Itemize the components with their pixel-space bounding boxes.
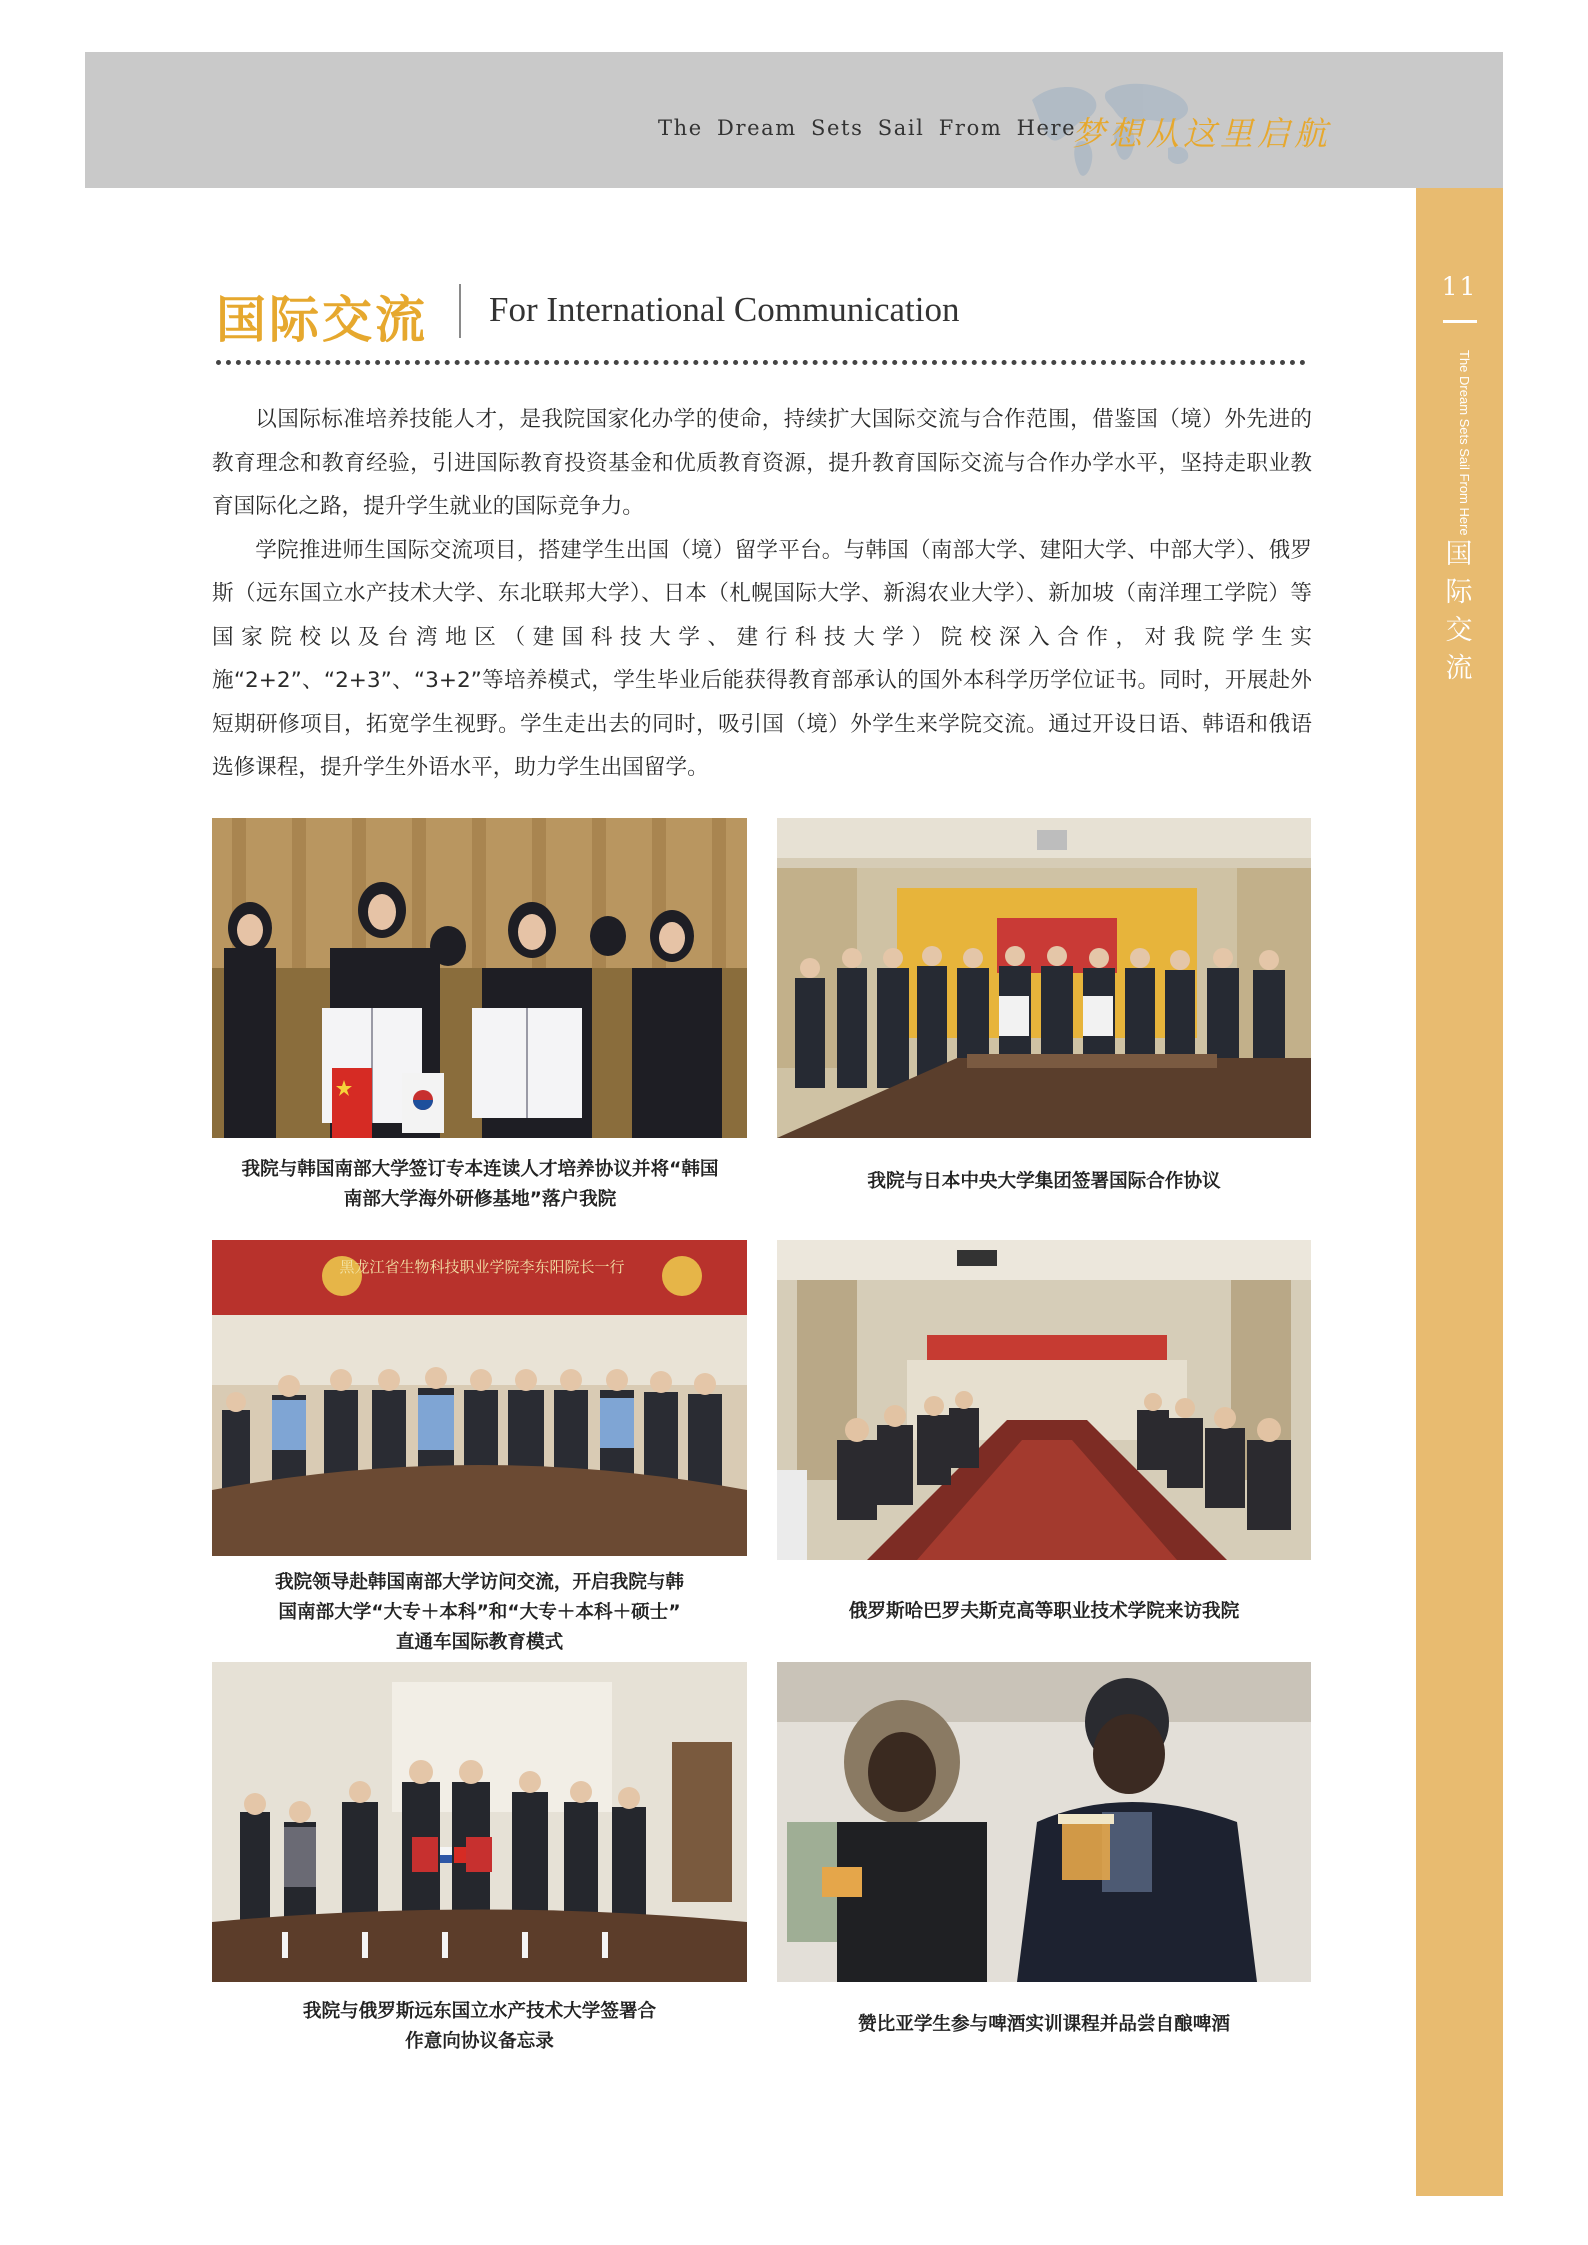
intro-text [212, 398, 1312, 790]
intro-paragraph: 学院推进师生国际交流项目，搭建学生出国（境）留学平台。与韩国（南部大学、建阳大学、中部大学）、俄罗斯（远东国立水产技术大学、东北联邦大学）、日本（札幌国际大学、新潟农业大学）、新加坡（南洋理工学院）等国家院校以及台湾地区（建国科技大学、建行科技大学）院校深入合作，对我院学生实施“2+2”、“2+3”、“3+2”等培养模式，学生毕业后能获得教育部承认的国外本科学历学位证书。同时，开展赴外短期研修项目，拓宽学生视野。学生走出去的同时，吸引国（境）外学生来学院交流。通过开设日语、韩语和俄语选修课程，提升学生外语水平，助力学生出国留学。 [212, 537, 1312, 780]
caption-line: 南部大学海外研修基地”落户我院 [343, 1189, 617, 1210]
photo-caption [200, 1155, 760, 1215]
section-title-cn: 国际交流 [216, 291, 428, 349]
caption-line: 赞比亚学生参与啤酒实训课程并品尝自酿啤酒 [858, 2014, 1230, 2035]
photo-japan-agreement [777, 818, 1311, 1138]
photo-korea-visit [212, 1240, 747, 1556]
title-divider [459, 284, 461, 338]
caption-line: 国南部大学“大专＋本科”和“大专＋本科＋硕士” [278, 1602, 681, 1623]
caption-line: 我院领导赴韩国南部大学访问交流，开启我院与韩 [274, 1572, 685, 1593]
photo-caption [212, 1568, 747, 1658]
sidebar-char: 际 [1445, 577, 1473, 608]
caption-line: 直通车国际教育模式 [395, 1632, 564, 1653]
photo-caption [212, 1997, 747, 2057]
photo-caption [777, 1167, 1311, 1197]
banner-text: 黑龙江省生物科技职业学院李东阳院长一行 [339, 1258, 625, 1276]
photo-russia-meeting [777, 1240, 1311, 1560]
sidebar-section-label [1431, 536, 1487, 688]
sidebar-char: 国 [1445, 539, 1473, 570]
caption-line: 作意向协议备忘录 [405, 2031, 554, 2052]
page-number: 11 [1441, 272, 1478, 301]
header-tagline-en: The Dream Sets Sail From Here [658, 116, 1077, 140]
sidebar-char: 流 [1445, 653, 1473, 684]
sidebar-rule [1443, 320, 1477, 323]
header-tagline-cn: 梦想从这里启航 [1072, 114, 1331, 153]
photo-caption [777, 1597, 1311, 1627]
photo-caption [777, 2010, 1311, 2040]
caption-line: 我院与韩国南部大学签订专本连读人才培养协议并将“韩国 [241, 1159, 719, 1180]
section-title-en: For International Communication [489, 290, 960, 329]
sidebar-tagline-en: The Dream Sets Sail From Here [1457, 350, 1472, 536]
caption-line: 我院与俄罗斯远东国立水产技术大学签署合 [302, 2001, 657, 2022]
dotted-rule [216, 360, 1306, 365]
photo-zambia-beer [777, 1662, 1311, 1982]
intro-paragraph: 以国际标准培养技能人才，是我院国家化办学的使命，持续扩大国际交流与合作范围，借鉴国（境）外先进的教育理念和教育经验，引进国际教育投资基金和优质教育资源，提升教育国际交流与合作办学水平，坚持走职业教育国际化之路，提升学生就业的国际竞争力。 [212, 407, 1312, 519]
sidebar-char: 交 [1445, 615, 1473, 646]
photo-russia-memorandum [212, 1662, 747, 1982]
caption-line: 我院与日本中央大学集团签署国际合作协议 [867, 1171, 1221, 1192]
caption-line: 俄罗斯哈巴罗夫斯克高等职业技术学院来访我院 [848, 1601, 1240, 1622]
photo-korea-signing [212, 818, 747, 1138]
